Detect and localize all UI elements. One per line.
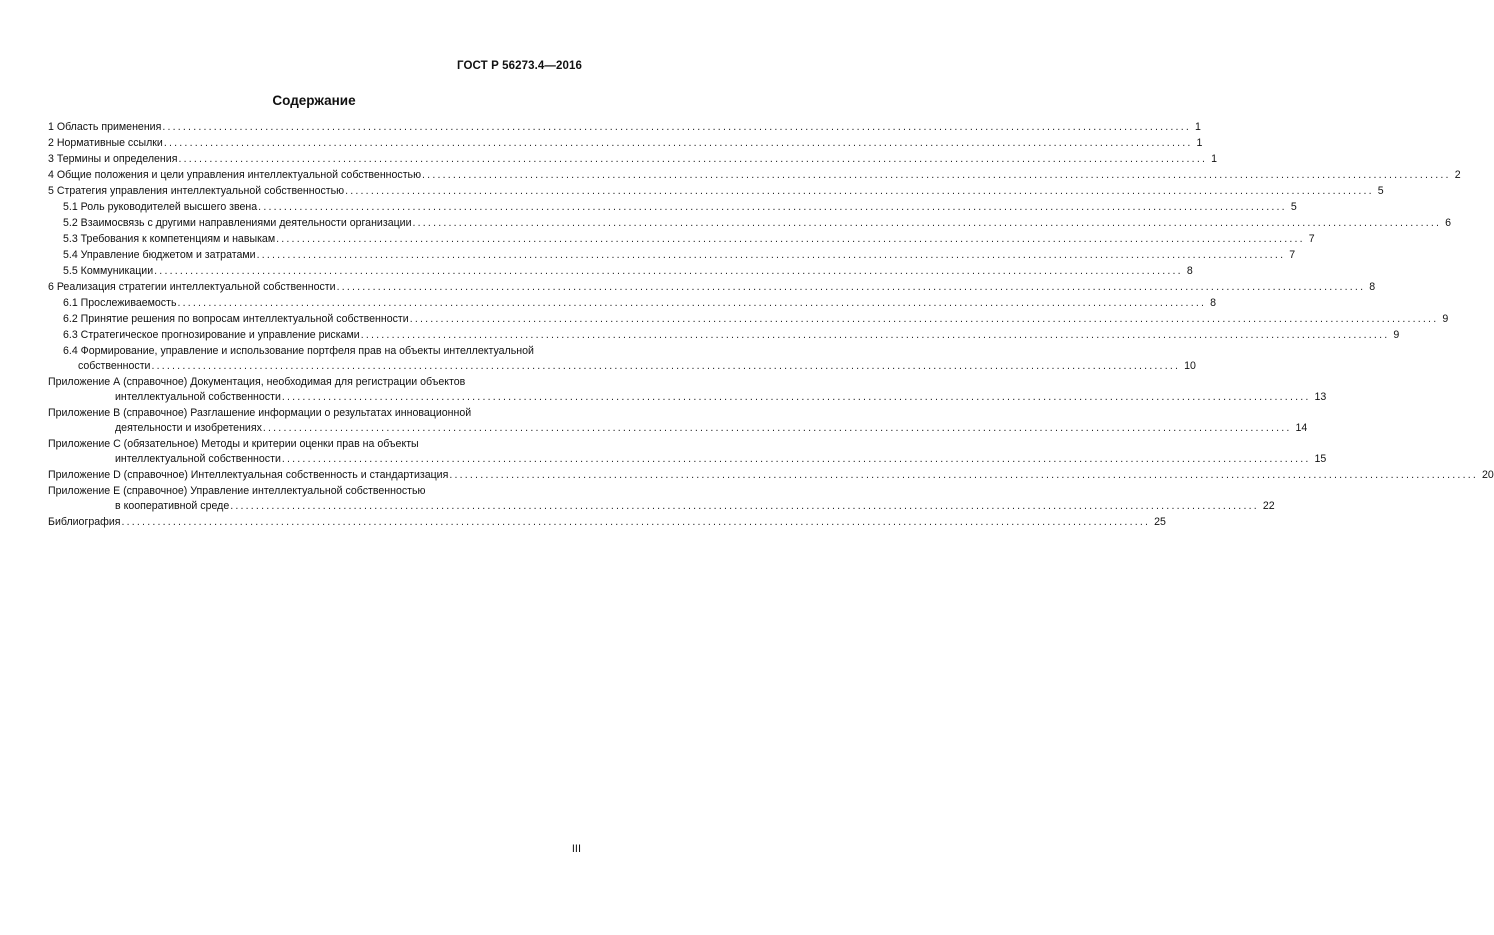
toc-entry-page: 20 (1482, 469, 1494, 481)
toc-entry-continuation (48, 389, 1327, 405)
dot-leader: ........................................................................................................................................................................................................ (412, 217, 1442, 229)
dot-leader: ........................................................................................................................................................................................................ (281, 453, 1311, 465)
toc-entry-page: 14 (1295, 422, 1308, 434)
toc-entry-page: 7 (1289, 249, 1296, 261)
table-of-contents (48, 119, 1494, 530)
dot-leader: ........................................................................................................................................................................................................ (345, 185, 1374, 197)
dot-leader: ........................................................................................................................................................................................................ (154, 265, 1183, 277)
toc-entry-title: 5 Стратегия управления интеллектуальной собственностью (48, 185, 345, 197)
dot-leader: ........................................................................................................................................................................................................ (422, 169, 1451, 181)
dot-leader: ........................................................................................................................................................................................................ (336, 281, 1366, 293)
toc-entry[interactable] (48, 167, 1461, 183)
toc-entry-title: 6.1 Прослеживаемость (63, 297, 177, 309)
standard-designation: ГОСТ Р 56273.4—2016 (457, 60, 582, 72)
toc-entry[interactable] (48, 199, 1297, 215)
toc-entry[interactable] (48, 514, 1166, 530)
toc-entry-continuation (48, 451, 1327, 467)
dot-leader: ........................................................................................................................................................................................................ (177, 297, 1207, 309)
toc-entry-title: 5.4 Управление бюджетом и затратами (63, 249, 256, 261)
toc-entry-page: 2 (1454, 169, 1461, 181)
toc-entry-page: 9 (1442, 313, 1449, 325)
toc-entry-title: Библиография (48, 516, 121, 528)
toc-entry[interactable] (48, 263, 1193, 279)
toc-entry-title: Приложение С (обязательное) Методы и критерии оценки прав на объекты (48, 438, 419, 450)
toc-entry-title: 6 Реализация стратегии интеллектуальной собственности (48, 281, 336, 293)
dot-leader: ........................................................................................................................................................................................................ (281, 391, 1311, 403)
toc-entry-page: 25 (1154, 516, 1166, 528)
toc-entry-title: 2 Нормативные ссылки (48, 137, 163, 149)
page-title: Содержание (272, 93, 356, 108)
toc-entry-title-cont: в кооперативной среде (115, 500, 230, 512)
dot-leader: ........................................................................................................................................................................................................ (163, 137, 1193, 149)
toc-entry-page: 7 (1308, 233, 1315, 245)
toc-entry[interactable] (48, 343, 1196, 374)
toc-entry-page: 13 (1314, 391, 1327, 403)
toc-entry-title: Приложение D (справочное) Интеллектуальная собственность и стандартизация (48, 469, 449, 481)
toc-entry[interactable] (48, 279, 1376, 295)
dot-leader: ........................................................................................................................................................................................................ (276, 233, 1305, 245)
toc-entry-title-cont: интеллектуальной собственности (115, 453, 281, 465)
toc-entry-page: 5 (1377, 185, 1384, 197)
toc-entry-page: 8 (1186, 265, 1193, 277)
dot-leader: ........................................................................................................................................................................................................ (409, 313, 1439, 325)
page-number: III (571, 843, 581, 855)
toc-entry-page: 1 (1194, 121, 1201, 133)
dot-leader: ........................................................................................................................................................................................................ (151, 360, 1181, 372)
dot-leader: ........................................................................................................................................................................................................ (178, 153, 1208, 165)
toc-entry-title: 5.3 Требования к компетенциям и навыкам (63, 233, 276, 245)
toc-entry-continuation (48, 498, 1275, 514)
toc-entry-page: 5 (1290, 201, 1297, 213)
toc-entry[interactable] (48, 405, 1308, 436)
toc-entry-title: 6.2 Принятие решения по вопросам интеллектуальной собственности (63, 313, 409, 325)
toc-entry-page: 8 (1369, 281, 1376, 293)
toc-entry-title: 3 Термины и определения (48, 153, 178, 165)
toc-entry[interactable] (48, 483, 1275, 514)
toc-entry[interactable] (48, 151, 1218, 167)
toc-entry[interactable] (48, 374, 1327, 405)
dot-leader: ........................................................................................................................................................................................................ (258, 201, 1287, 213)
toc-entry[interactable] (48, 247, 1296, 263)
toc-entry[interactable] (48, 436, 1327, 467)
toc-entry-title: 5.5 Коммуникации (63, 265, 154, 277)
toc-entry-title: 6.4 Формирование, управление и использование портфеля прав на объекты интеллектуальной (63, 345, 534, 357)
toc-entry[interactable] (48, 295, 1217, 311)
toc-entry[interactable] (48, 311, 1449, 327)
toc-entry-title: 6.3 Стратегическое прогнозирование и управление рисками (63, 329, 360, 341)
dot-leader: ........................................................................................................................................................................................................ (360, 329, 1390, 341)
toc-entry-title: Приложение Е (справочное) Управление интеллектуальной собственностью (48, 485, 426, 497)
dot-leader: ........................................................................................................................................................................................................ (256, 249, 1286, 261)
dot-leader: ........................................................................................................................................................................................................ (162, 121, 1191, 133)
toc-entry-title: Приложение В (справочное) Разглашение информации о результатах инновационной (48, 407, 472, 419)
toc-entry[interactable] (48, 467, 1494, 483)
toc-entry-page: 15 (1314, 453, 1327, 465)
toc-entry-page: 1 (1196, 137, 1203, 149)
toc-entry[interactable] (48, 135, 1203, 151)
toc-entry[interactable] (48, 119, 1201, 135)
toc-entry-title: Приложение А (справочное) Документация, необходимая для регистрации объектов (48, 376, 466, 388)
toc-entry-title-cont: деятельности и изобретениях (115, 422, 262, 434)
toc-entry-page: 8 (1210, 297, 1217, 309)
toc-entry-title: 5.2 Взаимосвязь с другими направлениями деятельности организации (63, 217, 412, 229)
toc-entry-page: 9 (1393, 329, 1400, 341)
toc-entry[interactable] (48, 215, 1452, 231)
toc-entry[interactable] (48, 327, 1400, 343)
toc-entry-page: 6 (1445, 217, 1452, 229)
toc-entry-page: 22 (1262, 500, 1275, 512)
toc-entry[interactable] (48, 183, 1384, 199)
dot-leader: ........................................................................................................................................................................................................ (121, 516, 1151, 528)
toc-entry-title: 5.1 Роль руководителей высшего звена (63, 201, 258, 213)
dot-leader: ........................................................................................................................................................................................................ (449, 469, 1478, 481)
toc-entry-title-cont: интеллектуальной собственности (115, 391, 281, 403)
toc-entry-title: 1 Область применения (48, 121, 162, 133)
toc-entry-continuation (48, 358, 1196, 374)
toc-entry-title-cont: собственности (78, 360, 151, 372)
dot-leader: ........................................................................................................................................................................................................ (230, 500, 1259, 512)
toc-entry-page: 1 (1211, 153, 1218, 165)
toc-entry-page: 10 (1184, 360, 1196, 372)
toc-entry-continuation (48, 420, 1308, 436)
toc-entry[interactable] (48, 231, 1315, 247)
dot-leader: ........................................................................................................................................................................................................ (262, 422, 1292, 434)
toc-entry-title: 4 Общие положения и цели управления интеллектуальной собственностью (48, 169, 422, 181)
